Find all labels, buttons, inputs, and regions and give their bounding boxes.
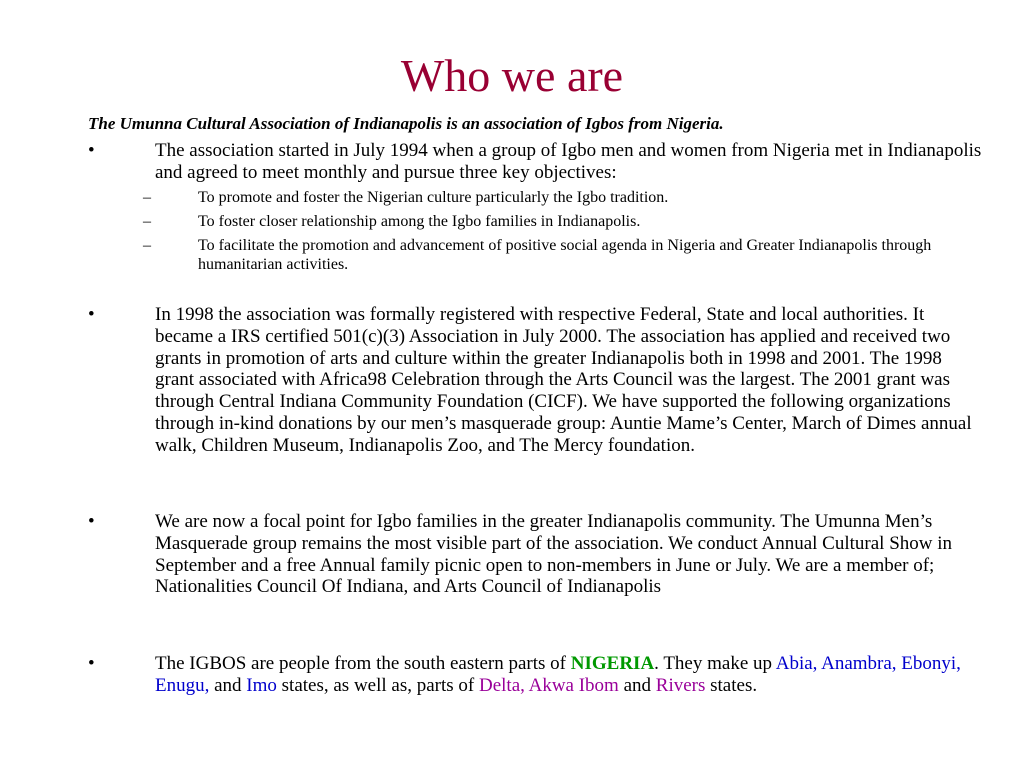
text-run: . They make up [654, 653, 776, 674]
bullet-text: We are now a focal point for Igbo families in the greater Indianapolis community. The Umunna Men’s Masquerade group remains the most visible part of the association. We conduct Annual Cultural Show in September and a free Annual family picnic open to non-members in June or July. We are a member of; Nationalities Council Of Indiana, and Arts Council of Indianapolis [155, 511, 953, 598]
dash-mark: – [143, 237, 151, 254]
dash-mark: – [143, 189, 151, 206]
objective-text: To foster closer relationship among the Igbo families in Indianapolis. [198, 213, 641, 230]
bullet-mark: • [88, 511, 95, 532]
bullet-text: The association started in July 1994 when a group of Igbo men and women from Nigeria met in Indianapolis and agreed to meet monthly and pursue three key objectives: [155, 140, 982, 183]
states-purple: Delta, Akwa Ibom [479, 674, 619, 696]
bullet-text: In 1998 the association was formally registered with respective Federal, State and local authorities. It became a IRS certified 501(c)(3) Association in July 2000. The association has applied and received two grants in promotion of arts and culture within the greater Indianapolis both in 1998 and 2001. The 1998 grant associated with Africa98 Celebration through the Arts Council was the largest. The 2001 grant was through Central Indiana Community Foundation (CICF). We have supported the following organizations through in-kind donations by our men’s masquerade group: Auntie Mame’s Center, March of Dimes annual walk, Children Museum, Indianapolis Zoo, and The Mercy foundation. [155, 304, 972, 456]
text-run: and [209, 674, 247, 696]
state-imo: Imo [246, 674, 277, 696]
text-run: states, as well as, parts of [276, 674, 479, 696]
states-blue: Abia, Anambra, Ebonyi, Enugu, [155, 653, 961, 696]
text-run: The IGBOS are people from the south eastern parts of [155, 653, 571, 674]
bullet-mark: • [88, 653, 95, 674]
text-run: states. [705, 674, 758, 696]
nigeria-highlight: NIGERIA [570, 653, 655, 674]
state-rivers: Rivers [655, 674, 706, 696]
subtitle: The Umunna Cultural Association of Indianapolis is an association of Igbos from Nigeria. [88, 114, 724, 133]
dash-mark: – [143, 213, 151, 230]
bullet-text [155, 653, 983, 697]
bullet-mark: • [88, 304, 95, 325]
text-run: and [618, 674, 656, 696]
bullet-mark: • [88, 140, 95, 161]
objective-text: To promote and foster the Nigerian culture particularly the Igbo tradition. [198, 189, 669, 206]
objective-text: To facilitate the promotion and advancement of positive social agenda in Nigeria and Greater Indianapolis through humanitarian activities. [198, 237, 932, 273]
page-title: Who we are [400, 50, 624, 101]
